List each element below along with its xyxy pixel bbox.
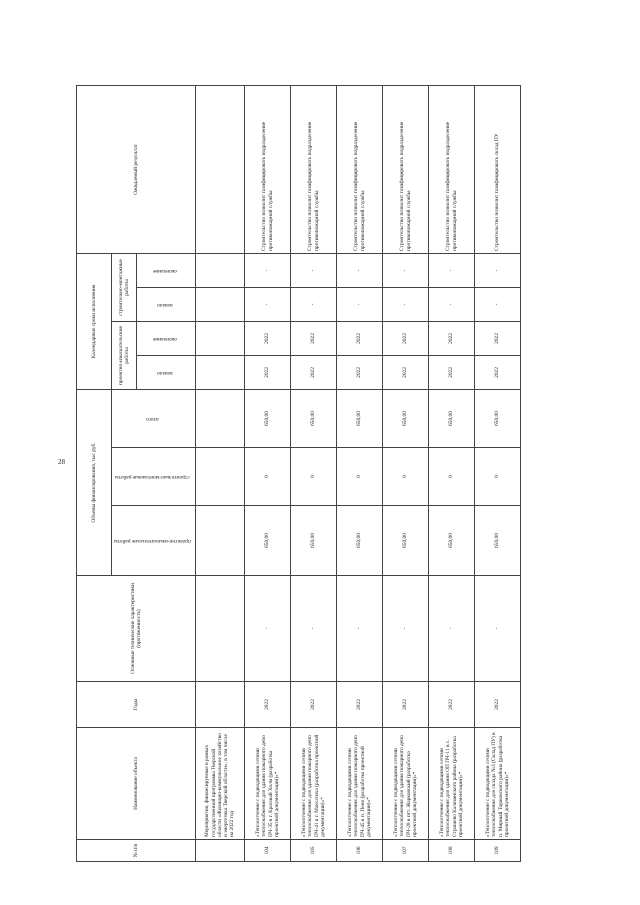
header-funding-construction-text: строительно-монтажные работы [115,473,190,480]
row-total-funding: 650,00 [291,389,337,447]
row-design-start: 2022 [429,355,475,389]
row-total-funding: 650,00 [245,389,291,447]
row-design-end: 2022 [429,321,475,355]
row-design-end: 2022 [291,321,337,355]
row-result: Строительство позволит газифицировать подразделение противопожарной службы [245,85,291,253]
row-result: Строительство позволит газифицировать склад ПУ [475,85,521,253]
row-name: «Теплоотчение с подводящими сетями теплоснабжения для здания пожарного депо ПЧ-28 в пгт. Жарковский (разработка проектной документации)»* [383,728,429,840]
row-result: Строительство позволит газифицировать подразделение противопожарной службы [337,85,383,253]
row-construction-end: - [291,253,337,287]
row-design-end: 2022 [337,321,383,355]
row-construction-start: - [337,287,383,321]
intro-empty [196,389,245,447]
intro-empty [196,253,245,287]
row-total-funding: 650,00 [383,389,429,447]
row-total-funding: 650,00 [475,389,521,447]
row-design-funding: 650,00 [383,506,429,576]
table-row [475,85,521,861]
row-construction-funding: 0 [475,448,521,506]
header-design-end [137,321,196,355]
header-design-end-text: окончание [152,335,177,342]
intro-empty [196,355,245,389]
row-construction-funding: 0 [383,448,429,506]
row-no: 106 [337,840,383,862]
row-no: 104 [245,840,291,862]
row-no: 109 [475,840,521,862]
intro-empty [196,85,245,253]
row-design-end: 2022 [475,321,521,355]
row-design-end: 2022 [383,321,429,355]
header-construction-start-text: начало [157,301,173,308]
row-characteristics: - [245,576,291,682]
intro-empty [196,321,245,355]
row-construction-end: - [337,253,383,287]
header-funding-total [112,389,196,447]
row-no: 105 [291,840,337,862]
row-design-end: 2022 [245,321,291,355]
header-characteristics: Основные технические характеристики (протяженность) [77,576,196,682]
row-characteristics: - [337,576,383,682]
row-construction-funding: 0 [291,448,337,506]
row-name: «Теплоотчение с подводящими сетями теплоснабжения для здания пожарного депо ПЧ-35 в г. Красный Холм (разработка проектной документации)»* [245,728,291,840]
intro-empty [196,682,245,728]
row-name: «Теплоотчение с подводящими сетями теплоснабжения для склада №3 (Склад ПУ) в п. Мирный Торжокского района (разработка проектной документации)»* [475,728,521,840]
row-no: 107 [383,840,429,862]
intro-empty [196,506,245,576]
table-row [245,85,291,861]
intro-no [196,840,245,862]
row-result: Строительство позволит газифицировать подразделение противопожарной службы [291,85,337,253]
intro-empty [196,287,245,321]
row-year: 2022 [475,682,521,728]
header-name: Наименование объекта [77,728,196,840]
rotated-page [76,86,528,862]
table-row [383,85,429,861]
row-design-start: 2022 [475,355,521,389]
row-design-funding: 650,00 [475,506,521,576]
row-name: «Теплоотчение с подводящими сетями теплоснабжения для здания ОП ПЧ-11 в с. Страшево Калязинского района (разработка проектной документации)»* [429,728,475,840]
objects-table [76,85,521,862]
header-construction-end-text: окончание [152,267,177,274]
row-construction-start: - [429,287,475,321]
page-number: 28 [58,458,65,466]
row-year: 2022 [337,682,383,728]
header-schedule-construction: строительно-монтажные работы [112,253,137,321]
header-funding-design-text: проектно-изыскательские работы [113,537,191,544]
intro-empty [196,448,245,506]
header-funding-total-text: итого [146,415,159,422]
row-construction-start: - [291,287,337,321]
header-funding: Объемы финансирования, тыс руб. [77,389,112,575]
header-funding-construction [112,448,196,506]
row-total-funding: 650,00 [337,389,383,447]
table-row [337,85,383,861]
row-design-funding: 650,00 [429,506,475,576]
row-construction-end: - [429,253,475,287]
row-characteristics: - [291,576,337,682]
row-construction-end: - [245,253,291,287]
row-characteristics: - [383,576,429,682]
header-construction-start [137,287,196,321]
row-construction-funding: 0 [245,448,291,506]
header-design-start-text: начало [157,369,173,376]
row-name: «Теплоотчение с подводящими сетями теплоснабжения для здания пожарного депо ПЧ-45 в п. Пено (разработка проектной документации)»* [337,728,383,840]
row-design-start: 2022 [291,355,337,389]
row-result: Строительство позволит газифицировать подразделение противопожарной службы [383,85,429,253]
table-row [291,85,337,861]
row-characteristics: - [429,576,475,682]
row-design-start: 2022 [337,355,383,389]
row-construction-start: - [383,287,429,321]
intro-empty [196,576,245,682]
row-design-funding: 650,00 [337,506,383,576]
row-name: «Теплоотчение с подводящими сетями теплоснабжения для здания пожарного депо ПЧ-41 в г. Максатиха (разработка проектной документации)»* [291,728,337,840]
row-construction-end: - [383,253,429,287]
header-construction-end [137,253,196,287]
row-no: 108 [429,840,475,862]
header-schedule: Календарные сроки исполнения [77,253,112,389]
row-design-funding: 650,00 [245,506,291,576]
row-design-funding: 650,00 [291,506,337,576]
row-year: 2022 [429,682,475,728]
row-total-funding: 650,00 [429,389,475,447]
row-construction-funding: 0 [429,448,475,506]
row-characteristics: - [475,576,521,682]
row-construction-start: - [245,287,291,321]
row-year: 2022 [291,682,337,728]
row-year: 2022 [245,682,291,728]
row-year: 2022 [383,682,429,728]
header-result: Ожидаемый результат [77,85,196,253]
row-design-start: 2022 [383,355,429,389]
header-design-start [137,355,196,389]
header-no: № п/п [77,840,196,862]
table-row [429,85,475,861]
row-construction-start: - [475,287,521,321]
row-construction-funding: 0 [337,448,383,506]
header-schedule-design: проектно-изыскательские работы [112,321,137,389]
row-result: Строительство позволит газифицировать подразделение противопожарной службы [429,85,475,253]
intro-text: Мероприятия, финансируемые в рамках государственной программы Тверской области «Жилищно-коммунальное хозяйство и энергетика Тверской области», в том числе на 2022 год [196,728,245,840]
row-construction-end: - [475,253,521,287]
row-design-start: 2022 [245,355,291,389]
header-funding-design [112,506,196,576]
header-years: Годы [77,682,196,728]
